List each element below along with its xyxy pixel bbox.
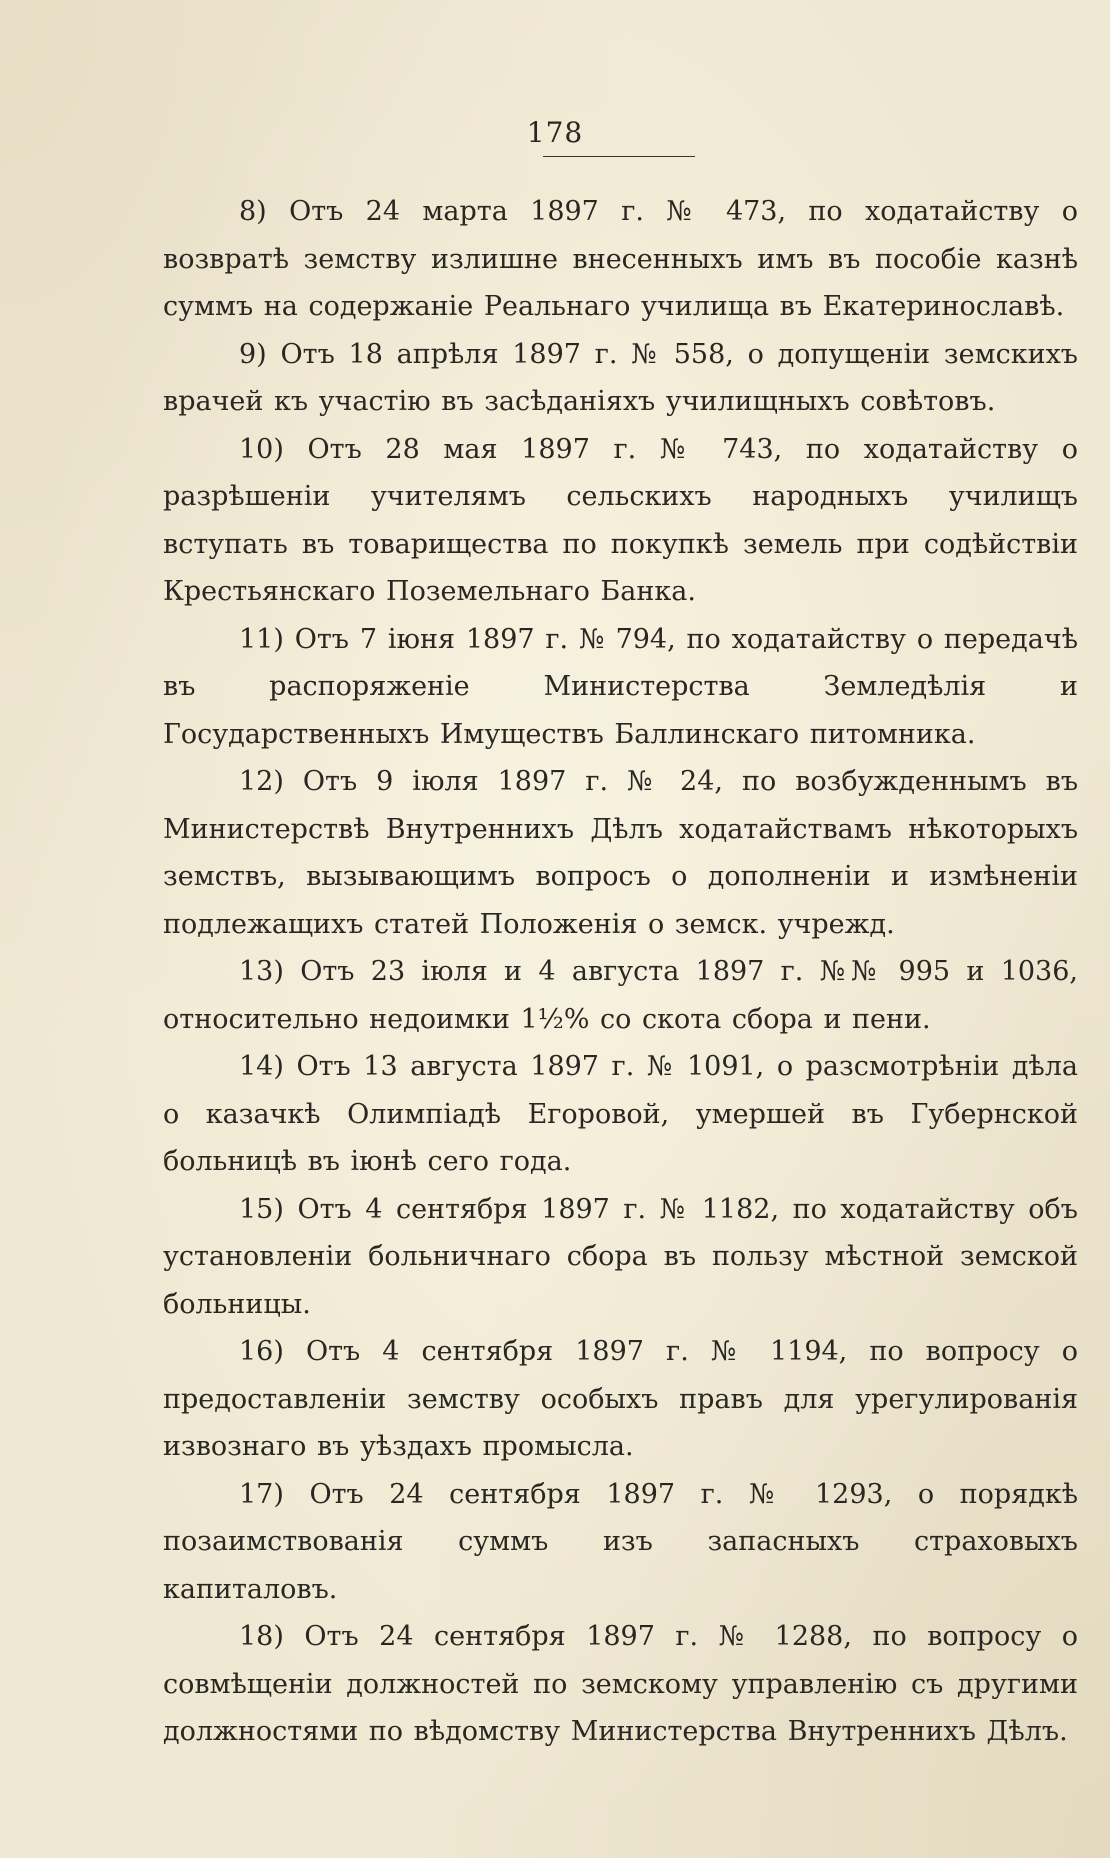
- item-text: Отъ 18 апрѣля 1897 г. № 558, о допущеніи земскихъ врачей къ участію въ засѣданіяхъ училищныхъ совѣтовъ.: [163, 338, 1078, 417]
- text-body: [163, 188, 1078, 1756]
- item-number: 14): [239, 1051, 284, 1082]
- item-text: Отъ 24 сентября 1897 г. № 1288, по вопросу о совмѣщеніи должностей по земскому управленію съ другими должностями по вѣдомству Министерства Внутреннихъ Дѣлъ.: [163, 1621, 1078, 1747]
- item-number: 17): [239, 1478, 284, 1510]
- item-number: 9): [239, 338, 267, 370]
- item-text: Отъ 4 сентября 1897 г. № 1182, по ходатайству объ установленіи больничнаго сбора въ пользу мѣстной земской больницы.: [163, 1193, 1078, 1320]
- item-number: 8): [239, 196, 267, 227]
- list-item: [163, 758, 1078, 948]
- list-item: [163, 426, 1078, 616]
- item-number: 18): [239, 1621, 284, 1652]
- list-item: [163, 1471, 1078, 1614]
- list-item: [163, 1043, 1078, 1186]
- list-item: [163, 1186, 1078, 1329]
- list-item: [163, 188, 1078, 331]
- header-rule: [543, 156, 695, 157]
- item-text: Отъ 24 марта 1897 г. № 473, по ходатайству о возвратѣ земству излишне внесенныхъ имъ въ пособіе казнѣ суммъ на содержаніе Реальнаго училища въ Екатеринославѣ.: [163, 196, 1078, 322]
- list-item: [163, 331, 1078, 426]
- item-text: Отъ 28 мая 1897 г. № 743, по ходатайству о разрѣшеніи учителямъ сельскихъ народныхъ училищъ вступать въ товарищества по покупкѣ земель при содѣйствіи Крестьянскаго Поземельнаго Банка.: [163, 433, 1078, 607]
- item-text: Отъ 24 сентября 1897 г. № 1293, о порядкѣ позаимствованія суммъ изъ запасныхъ страховыхъ капиталовъ.: [163, 1478, 1078, 1605]
- item-text: Отъ 23 іюля и 4 августа 1897 г. №№ 995 и 1036, относительно недоимки 1½% со скота сбора и пени.: [163, 956, 1078, 1035]
- item-number: 11): [239, 623, 284, 655]
- item-text: Отъ 7 іюня 1897 г. № 794, по ходатайству о передачѣ въ распоряженіе Министерства Земледѣлія и Государственныхъ Имуществъ Баллинскаго питомника.: [163, 623, 1078, 750]
- item-number: 12): [239, 766, 284, 797]
- item-text: Отъ 9 іюля 1897 г. № 24, по возбужденнымъ въ Министерствѣ Внутреннихъ Дѣлъ ходатайствамъ нѣкоторыхъ земствъ, вызывающимъ вопросъ о дополненіи и измѣненіи подлежащихъ статей Положенія о земск. учрежд.: [163, 766, 1078, 940]
- item-number: 16): [239, 1336, 284, 1367]
- item-text: Отъ 13 августа 1897 г. № 1091, о разсмотрѣніи дѣла о казачкѣ Олимпіадѣ Егоровой, умершей въ Губернской больницѣ въ іюнѣ сего года.: [163, 1051, 1078, 1177]
- list-item: [163, 1328, 1078, 1471]
- list-item: [163, 1613, 1078, 1756]
- item-number: 13): [239, 956, 284, 987]
- item-number: 10): [239, 433, 284, 465]
- item-text: Отъ 4 сентября 1897 г. № 1194, по вопросу о предоставленіи земству особыхъ правъ для урегулированія извознаго въ уѣздахъ промысла.: [163, 1336, 1078, 1462]
- list-item: [163, 616, 1078, 759]
- list-item: [163, 948, 1078, 1043]
- item-number: 15): [239, 1193, 284, 1225]
- page-number: 178: [526, 116, 584, 149]
